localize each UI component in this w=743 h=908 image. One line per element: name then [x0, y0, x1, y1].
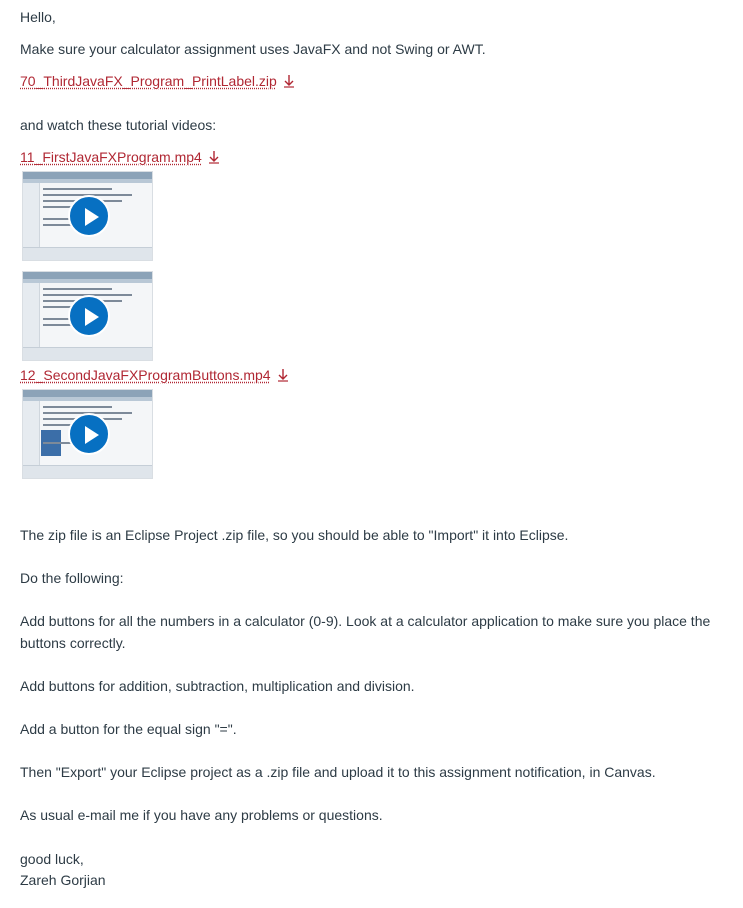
task-equal-button: Add a button for the equal sign "=".: [20, 721, 237, 737]
signature: Zareh Gorjian: [20, 872, 106, 888]
download-icon[interactable]: [208, 150, 220, 164]
download-icon[interactable]: [283, 74, 295, 88]
task-number-buttons: Add buttons for all the numbers in a calculator (0-9). Look at a calculator application to make sure you place the buttons correctly.: [20, 613, 711, 651]
video-thumbnail-3[interactable]: [22, 389, 153, 479]
video-thumbnail-1[interactable]: [22, 171, 153, 261]
video2-row: [20, 364, 289, 386]
closing: good luck,: [20, 851, 84, 867]
intro-text: Make sure your calculator assignment uses JavaFX and not Swing or AWT.: [20, 41, 486, 57]
video-thumbnail-2[interactable]: [22, 271, 153, 361]
zip-note: The zip file is an Eclipse Project .zip file, so you should be able to "Import" it into Eclipse.: [20, 527, 569, 543]
video-link-second-javafx-buttons[interactable]: 12_SecondJavaFXProgramButtons.mp4: [20, 367, 271, 383]
play-icon[interactable]: [68, 195, 110, 237]
do-following: Do the following:: [20, 570, 124, 586]
attachment-link-zip[interactable]: 70_ThirdJavaFX_Program_PrintLabel.zip: [20, 73, 277, 89]
task-operator-buttons: Add buttons for addition, subtraction, multiplication and division.: [20, 678, 415, 694]
attachment-row: [20, 70, 295, 92]
export-instructions: Then "Export" your Eclipse project as a .zip file and upload it to this assignment notification, in Canvas.: [20, 764, 656, 780]
play-icon[interactable]: [68, 295, 110, 337]
video-link-first-javafx[interactable]: 11_FirstJavaFXProgram.mp4: [20, 149, 202, 165]
email-note: As usual e-mail me if you have any problems or questions.: [20, 807, 383, 823]
video1-row: [20, 146, 220, 168]
play-icon[interactable]: [68, 413, 110, 455]
greeting: Hello,: [20, 9, 56, 25]
watch-text: and watch these tutorial videos:: [20, 117, 217, 133]
download-icon[interactable]: [277, 368, 289, 382]
